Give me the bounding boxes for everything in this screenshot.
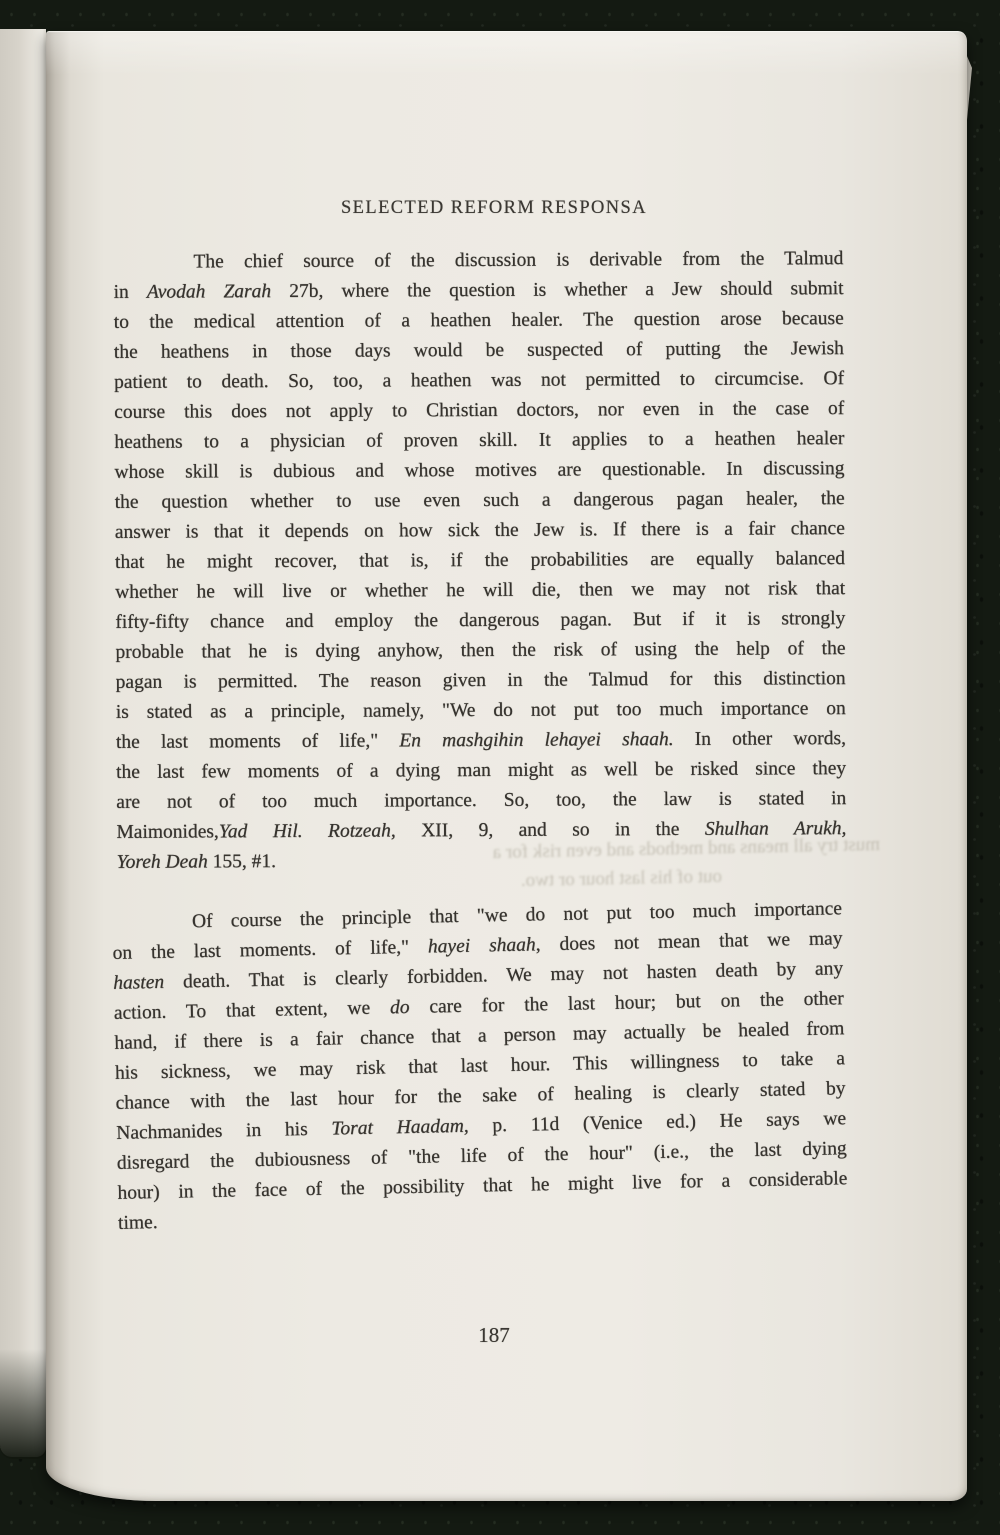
previous-page-edge: [0, 29, 46, 1457]
text-line: fifty-fifty chance and employ the dangerous pagan. But if it is strongly: [115, 608, 846, 633]
text-line: disregard the dubiousness of "the life of the hour" (i.e., the last dying: [116, 1138, 847, 1174]
show-through-text-line: must try all means and methods and even risk for a: [492, 833, 881, 864]
paragraph-1: [113, 244, 846, 878]
text-line: patient to death. So, too, a heathen was not permitted to circumcise. Of: [114, 368, 845, 393]
text-line: the heathens in those days would be suspected of putting the Jewish: [113, 338, 844, 363]
text-line: time.: [117, 1212, 158, 1234]
text-line: Nachmanides in his Torat Haadam, p. 11d (Venice ed.) He says we: [116, 1108, 847, 1144]
text-line: chance with the last hour for the sake of healing is clearly stated by: [115, 1078, 846, 1114]
text-line: answer is that it depends on how sick the Jew is. If there is a fair chance: [114, 518, 845, 543]
text-line: pagan is permitted. The reason given in the Talmud for this distinction: [115, 668, 846, 693]
text-line: whether he will live or whether he will die, then we may not risk that: [115, 578, 846, 603]
text-line: whose skill is dubious and whose motives are questionable. In discussing: [114, 458, 845, 483]
text-line: on the last moments. of life," hayei shaah, does not mean that we may: [112, 928, 843, 964]
text-line: heathens to a physician of proven skill. It applies to a heathen healer: [114, 428, 845, 453]
show-through-text-line: out of his last hour or two.: [520, 865, 723, 892]
text-line: hand, if there is a fair chance that a person may actually be healed from: [114, 1018, 845, 1054]
text-line: course this does not apply to Christian doctors, nor even in the case of: [114, 398, 845, 423]
text-line: his sickness, we may risk that last hour. This willingness to take a: [114, 1048, 846, 1084]
text-line: is stated as a principle, namely, "We do not put too much importance on: [115, 698, 846, 723]
running-header: SELECTED REFORM RESPONSA: [340, 198, 647, 218]
text-line: the last moments of life," En mashgihin lehayei shaah. In other words,: [115, 728, 847, 753]
text-line: hour) in the face of the possibility that he might live for a considerable: [117, 1168, 848, 1204]
text-line: are not of too much importance. So, too, the law is stated in: [116, 788, 847, 813]
text-line: to the medical attention of a heathen healer. The question arose because: [113, 308, 844, 333]
text-line: in Avodah Zarah 27b, where the question is whether a Jew should submit: [113, 278, 844, 303]
text-line: The chief source of the discussion is derivable from the Talmud: [193, 248, 844, 273]
text-line: probable that he is dying anyhow, then the risk of using the help of the: [115, 638, 846, 663]
text-line: the question whether to use even such a dangerous pagan healer, the: [114, 488, 845, 513]
text-line: hasten death. That is clearly forbidden. We may not hasten death by any: [113, 958, 844, 994]
page-number: 187: [478, 1323, 510, 1347]
text-line: Of course the principle that "we do not put too much importance: [191, 898, 843, 933]
text-line: that he might recover, that is, if the probabilities are equally balanced: [114, 548, 846, 573]
text-line: the last few moments of a dying man might as well be risked since they: [116, 758, 847, 783]
text-line: action. To that extent, we do care for the last hour; but on the other: [113, 988, 844, 1024]
text-line: Maimonides,Yad Hil. Rotzeah, XII, 9, and so in the Shulhan Arukh,: [116, 818, 847, 843]
paragraph-2: [112, 894, 848, 1239]
text-line: Yoreh Deah 155, #1.: [116, 851, 277, 873]
book-page: [46, 31, 967, 1501]
